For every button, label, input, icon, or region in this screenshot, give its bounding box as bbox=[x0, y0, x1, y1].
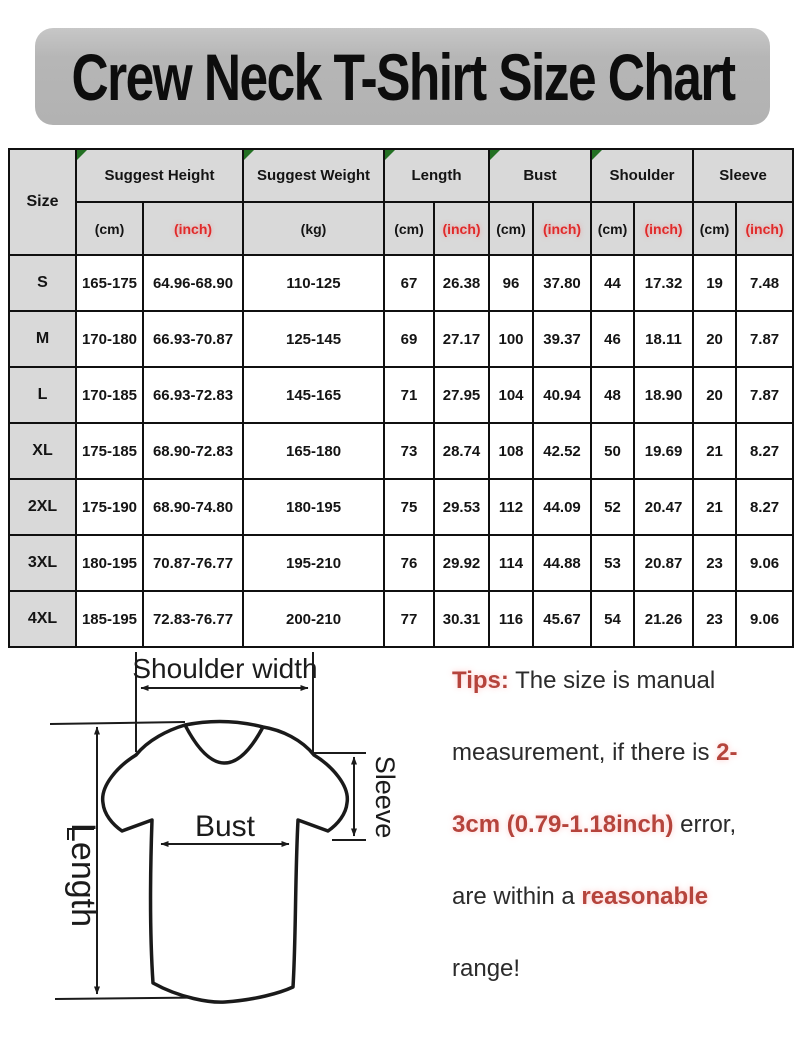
measure-cell: 18.90 bbox=[634, 367, 693, 423]
measure-cell: 100 bbox=[489, 311, 533, 367]
measure-cell: 21 bbox=[693, 479, 736, 535]
measure-cell: 19.69 bbox=[634, 423, 693, 479]
measure-cell: 110-125 bbox=[243, 255, 384, 311]
measure-cell: 96 bbox=[489, 255, 533, 311]
measure-cell: 108 bbox=[489, 423, 533, 479]
measure-cell: 23 bbox=[693, 591, 736, 647]
measure-cell: 8.27 bbox=[736, 423, 793, 479]
tips-text: are within a bbox=[452, 883, 582, 910]
tips-text: The size is manual bbox=[508, 667, 716, 694]
title-banner bbox=[35, 28, 770, 125]
size-table-body bbox=[9, 255, 793, 647]
size-cell: L bbox=[9, 367, 76, 423]
header-size: Size bbox=[9, 149, 76, 255]
measure-cell: 8.27 bbox=[736, 479, 793, 535]
table-row bbox=[9, 423, 793, 479]
measure-cell: 23 bbox=[693, 535, 736, 591]
measure-cell: 37.80 bbox=[533, 255, 591, 311]
tips-line bbox=[452, 861, 792, 933]
measure-cell: 76 bbox=[384, 535, 434, 591]
header-sleeve: Sleeve bbox=[693, 149, 793, 202]
measure-cell: 44 bbox=[591, 255, 634, 311]
measure-cell: 116 bbox=[489, 591, 533, 647]
measure-cell: 42.52 bbox=[533, 423, 591, 479]
header-unit: (kg) bbox=[243, 202, 384, 255]
measure-cell: 9.06 bbox=[736, 535, 793, 591]
shoulder-width-label: Shoulder width bbox=[132, 653, 318, 684]
header-unit: (cm) bbox=[693, 202, 736, 255]
measure-cell: 48 bbox=[591, 367, 634, 423]
measure-cell: 18.11 bbox=[634, 311, 693, 367]
tips-text: reasonable bbox=[581, 883, 709, 910]
header-suggest-weight: Suggest Weight bbox=[243, 149, 384, 202]
measure-cell: 175-185 bbox=[76, 423, 143, 479]
tips-line bbox=[452, 645, 792, 717]
measure-cell: 165-180 bbox=[243, 423, 384, 479]
header-unit: (cm) bbox=[591, 202, 634, 255]
header-unit: (inch) bbox=[143, 202, 243, 255]
tips-text: 2- bbox=[716, 739, 738, 766]
measure-cell: 185-195 bbox=[76, 591, 143, 647]
measure-cell: 66.93-72.83 bbox=[143, 367, 243, 423]
measure-cell: 45.67 bbox=[533, 591, 591, 647]
length-extension-line-top bbox=[50, 722, 185, 724]
page-title: Crew Neck T-Shirt Size Chart bbox=[71, 39, 734, 114]
measure-cell: 17.32 bbox=[634, 255, 693, 311]
measure-cell: 29.92 bbox=[434, 535, 489, 591]
header-bust: Bust bbox=[489, 149, 591, 202]
measure-cell: 39.37 bbox=[533, 311, 591, 367]
measure-cell: 104 bbox=[489, 367, 533, 423]
tips-text: error, bbox=[673, 811, 737, 838]
measure-cell: 20.87 bbox=[634, 535, 693, 591]
measure-cell: 20 bbox=[693, 311, 736, 367]
tshirt-measurement-diagram bbox=[10, 648, 450, 1038]
measure-cell: 68.90-72.83 bbox=[143, 423, 243, 479]
measure-cell: 114 bbox=[489, 535, 533, 591]
measure-cell: 54 bbox=[591, 591, 634, 647]
measure-cell: 26.38 bbox=[434, 255, 489, 311]
measure-cell: 7.87 bbox=[736, 367, 793, 423]
measure-cell: 112 bbox=[489, 479, 533, 535]
measure-cell: 200-210 bbox=[243, 591, 384, 647]
tips-line bbox=[452, 789, 792, 861]
tips-text: 3cm (0.79-1.18inch) bbox=[452, 811, 674, 838]
header-length: Length bbox=[384, 149, 489, 202]
measure-cell: 180-195 bbox=[76, 535, 143, 591]
measure-cell: 68.90-74.80 bbox=[143, 479, 243, 535]
measure-cell: 44.09 bbox=[533, 479, 591, 535]
length-label: Length bbox=[64, 823, 102, 927]
measure-cell: 46 bbox=[591, 311, 634, 367]
measure-cell: 40.94 bbox=[533, 367, 591, 423]
size-cell: M bbox=[9, 311, 76, 367]
tips-panel bbox=[452, 645, 792, 1005]
table-row bbox=[9, 255, 793, 311]
measure-cell: 7.48 bbox=[736, 255, 793, 311]
tips-line bbox=[452, 717, 792, 789]
measure-cell: 44.88 bbox=[533, 535, 591, 591]
sleeve-label: Sleeve bbox=[370, 755, 400, 839]
bust-label: Bust bbox=[194, 810, 256, 843]
measure-cell: 27.95 bbox=[434, 367, 489, 423]
measure-cell: 180-195 bbox=[243, 479, 384, 535]
table-row bbox=[9, 535, 793, 591]
measure-cell: 20 bbox=[693, 367, 736, 423]
measure-cell: 165-175 bbox=[76, 255, 143, 311]
measure-cell: 170-185 bbox=[76, 367, 143, 423]
header-unit: (cm) bbox=[489, 202, 533, 255]
measure-cell: 71 bbox=[384, 367, 434, 423]
tips-text: range! bbox=[452, 955, 521, 982]
measure-cell: 70.87-76.77 bbox=[143, 535, 243, 591]
size-cell: 4XL bbox=[9, 591, 76, 647]
header-unit: (cm) bbox=[76, 202, 143, 255]
measure-cell: 20.47 bbox=[634, 479, 693, 535]
table-row bbox=[9, 591, 793, 647]
measure-cell: 145-165 bbox=[243, 367, 384, 423]
measure-cell: 75 bbox=[384, 479, 434, 535]
measure-cell: 30.31 bbox=[434, 591, 489, 647]
table-row bbox=[9, 479, 793, 535]
measure-cell: 195-210 bbox=[243, 535, 384, 591]
header-unit: (inch) bbox=[434, 202, 489, 255]
measure-cell: 64.96-68.90 bbox=[143, 255, 243, 311]
header-unit: (inch) bbox=[533, 202, 591, 255]
measure-cell: 73 bbox=[384, 423, 434, 479]
measure-cell: 66.93-70.87 bbox=[143, 311, 243, 367]
measure-cell: 7.87 bbox=[736, 311, 793, 367]
measure-cell: 21.26 bbox=[634, 591, 693, 647]
measure-cell: 27.17 bbox=[434, 311, 489, 367]
measure-cell: 9.06 bbox=[736, 591, 793, 647]
measure-cell: 77 bbox=[384, 591, 434, 647]
size-cell: 3XL bbox=[9, 535, 76, 591]
size-table-header bbox=[9, 149, 793, 255]
measure-cell: 28.74 bbox=[434, 423, 489, 479]
measure-cell: 29.53 bbox=[434, 479, 489, 535]
measure-cell: 21 bbox=[693, 423, 736, 479]
size-table bbox=[8, 148, 794, 648]
size-cell: XL bbox=[9, 423, 76, 479]
measure-cell: 53 bbox=[591, 535, 634, 591]
measure-cell: 170-180 bbox=[76, 311, 143, 367]
size-cell: S bbox=[9, 255, 76, 311]
measure-cell: 69 bbox=[384, 311, 434, 367]
tshirt-diagram-svg bbox=[10, 648, 450, 1038]
header-unit: (cm) bbox=[384, 202, 434, 255]
measure-cell: 175-190 bbox=[76, 479, 143, 535]
header-suggest-height: Suggest Height bbox=[76, 149, 243, 202]
size-cell: 2XL bbox=[9, 479, 76, 535]
header-unit: (inch) bbox=[634, 202, 693, 255]
measure-cell: 72.83-76.77 bbox=[143, 591, 243, 647]
measure-cell: 19 bbox=[693, 255, 736, 311]
header-shoulder: Shoulder bbox=[591, 149, 693, 202]
measure-cell: 50 bbox=[591, 423, 634, 479]
measure-cell: 52 bbox=[591, 479, 634, 535]
tips-text: measurement, if there is bbox=[452, 739, 717, 766]
measure-cell: 67 bbox=[384, 255, 434, 311]
table-row bbox=[9, 367, 793, 423]
tips-text: Tips: bbox=[452, 667, 509, 694]
measure-cell: 125-145 bbox=[243, 311, 384, 367]
header-unit: (inch) bbox=[736, 202, 793, 255]
table-row bbox=[9, 311, 793, 367]
tips-line bbox=[452, 933, 792, 1005]
